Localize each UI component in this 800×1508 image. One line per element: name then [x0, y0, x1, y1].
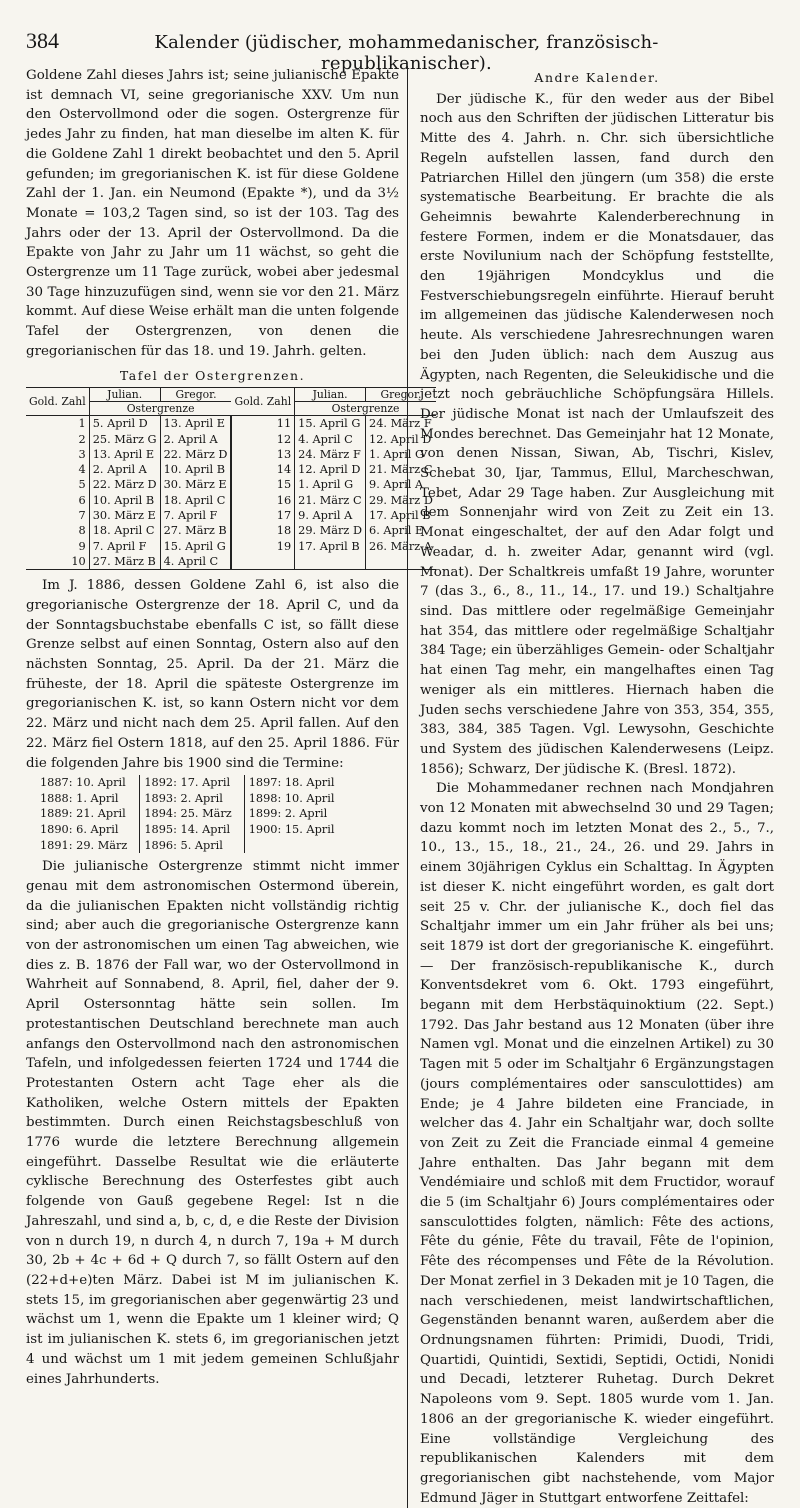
cell-gold-number: 19	[231, 539, 294, 554]
cell-gregor-date: 15. April G	[160, 539, 231, 554]
cell-gold-number: 13	[231, 447, 294, 462]
cell-julian-date: 12. April D	[295, 462, 366, 477]
left-column	[26, 66, 433, 1508]
cell-julian-date: 22. März D	[89, 477, 160, 492]
cell-julian-date: 10. April B	[89, 493, 160, 508]
right-column	[407, 66, 774, 1508]
cell-julian-date: 17. April B	[295, 539, 366, 554]
cell-gregor-date: 27. März B	[160, 523, 231, 538]
cell-gregor-date: 29. März D	[366, 493, 436, 508]
table-row	[36, 775, 346, 791]
cell-julian-date: 9. April A	[295, 508, 366, 523]
cell-julian-date: 13. April E	[89, 447, 160, 462]
table-row	[26, 523, 436, 538]
cell-gold-number: 11	[231, 416, 294, 432]
table-row	[26, 416, 436, 432]
cell-gold-number: 7	[78, 509, 86, 523]
mohammedan-calendar-paragraph: Die Mohammedaner rechnen nach Mondjahren von 12 Monaten mit abwechselnd 30 und 29 Tagen; dazu kommt noch im letzten Monat des 2., 5., 7., 10., 13., 15., 18., 21., 24., 26. und 29. Jahrs in einem 30jährigen Cyklus ein Schalttag. In Ägypten ist dieser K. nicht eingeführt worden, es galt dort seit 25 v. Chr. der julianische K., doch fiel das Schaltjahr immer um ein Jahr früher als bei uns; seit 1879 ist dort der gregorianische K. eingeführt. — Der französisch-republikanische K., durch Konventsdekret vom 6. Okt. 1793 eingeführt, begann mit dem Herbstäquinoktium (22. Sept.) 1792. Das Jahr bestand aus 12 Monaten (über ihre Namen vgl. Monat und die einzelnen Artikel) zu 30 Tagen mit 5 oder im Schaltjahr 6 Ergänzungstagen (jours complémentaires oder sansculottides) am Ende; je 4 Jahre bildeten eine Franciade, in welcher das 4. Jahr ein Schaltjahr war, doch sollte von Zeit zu Zeit die Franciade einmal 4 gemeine Jahre enthalten. Das Jahr begann mit dem Vendémiaire und schloß mit dem Fructidor, worauf die 5 (im Schaltjahr 6) Jours complémentaires oder sansculottides folgten, nämlich: Fête des actions, Fête du génie, Fête du travail, Fête de l'opinion, Fête des récompenses und Fête de la Révolution. Der Monat zerfiel in 3 Dekaden mit je 10 Tagen, die nach verschiedenen, meist landwirtschaftlichen, Gegenständen benannt waren, außerdem aber die Ordnungsnamen führten: Primidi, Duodi, Tridi, Quartidi, Quintidi, Sextidi, Septidi, Octidi, Nonidi und Decadi, letzterer Ruhetag. Durch Dekret Napoleons vom 9. Sept. 1805 wurde vom 1. Jan. 1806 an der gregorianische K. wieder eingeführt. Eine vollständige Vergleichung des republikanischen Kalenders mit dem gregorianischen gibt nachstehende, vom Major Edmund Jäger in Stuttgart entworfene Zeittafel:	[420, 781, 774, 1506]
running-title: Kalender (jüdischer, mohammedanischer, französisch-republikanischer).	[154, 32, 659, 74]
after-table-paragraph: Im J. 1886, dessen Goldene Zahl 6, ist also die gregorianische Ostergrenze der 18. April C, und da der Sonntagsbuchstabe ebenfalls C ist, so fällt diese Grenze selbst auf einen Sonntag, Ostern also auf den nächsten Sonntag, 25. April. Da der 21. März die früheste, der 18. April die späteste Ostergrenze im gregorianischen K. ist, so kann Ostern nicht vor dem 22. März und nicht nach dem 25. April fallen. Auf den 22. März fiel Ostern 1818, auf den 25. April 1886. Für die folgenden Jahre bis 1900 sind die Termine:	[26, 578, 399, 771]
cell-gregor-date: 26. März A	[366, 539, 436, 554]
jewish-calendar-paragraph: Der jüdische K., für den weder aus der Bibel noch aus den Schriften der jüdischen Litteratur bis Mitte des 4. Jahrh. n. Chr. sich übersichtliche Regeln aufstellen lassen, fand durch den Patriarchen Hillel den jüngern (um 358) die erste systematische Bearbeitung. Er brachte die als Geheimnis bewahrte Kalenderberechnung in festere Formen, indem er die Monatsdauer, das erste Novilunium nach der Schöpfung feststellte, den 19jährigen Mondcyklus und die Festverschiebungsregeln einführte. Hierauf beruht im allgemeinen das jüdische Kalenderwesen noch heute. Als verschiedene Jahresrechnungen waren bei den Juden üblich: nach dem Auszug aus Ägypten, nach Regenten, die Seleukidische und die jetzt noch gebräuchliche Schöpfungsära Hillels. Der jüdische Monat ist nach der Umlaufszeit des Mondes berechnet. Das Gemeinjahr hat 12 Monate, von denen Nissan, Siwan, Ab, Tischri, Kislev, Schebat 30, Ijar, Tammus, Ellul, Marcheschwan, Tebet, Adar 29 Tage haben. Zur Ausgleichung mit dem Sonnenjahr wird von Zeit zu Zeit ein 13. Monat eingeschaltet, der auf den Adar folgt und Weadar, d. h. zweiter Adar, genannt wird (vgl. Monat). Der Schaltkreis umfaßt 19 Jahre, worunter 7 (das 3., 6., 8., 11., 14., 17. und 19.) Schaltjahre sind. Das mittlere oder regelmäßige Gemeinjahr hat 354, das mittlere oder regelmäßige Schaltjahr 384 Tage; ein überzähliges Gemein- oder Schaltjahr hat einen Tag mehr, ein mangelhaftes einen Tag weniger als ein mittleres. Hiernach haben die Juden sechs verschiedene Jahre von 353, 354, 355, 383, 384, 385 Tagen. Vgl. Lewysohn, Geschichte und System des jüdischen Kalenderwesens (Leipz. 1856); Schwarz, Der jüdische K. (Bresl. 1872).	[420, 91, 774, 777]
table-row	[26, 432, 436, 447]
cell-gregor-date: 12. April D	[366, 432, 436, 447]
easter-date-cell: 1896: 5. April	[140, 838, 244, 854]
cell-julian-date: 25. März G	[89, 432, 160, 447]
cell-gold-number: 9	[78, 539, 86, 553]
table-row	[26, 554, 436, 570]
cell-julian-date: 15. April G	[295, 416, 366, 432]
cell-julian-date: 27. März B	[89, 554, 160, 570]
table-row	[26, 477, 436, 492]
col-gregor-b: Gregor.	[366, 388, 436, 402]
easter-date-cell: 1897: 18. April	[244, 775, 346, 791]
cell-gregor-date: 30. März E	[160, 477, 231, 492]
cell-gold-number: 12	[231, 432, 294, 447]
cell-gold-number: 8	[78, 524, 86, 538]
easter-date-cell: 1888: 1. April	[40, 791, 119, 805]
easter-limits-table	[26, 387, 436, 570]
easter-date-cell: 1890: 6. April	[40, 823, 119, 837]
table-header-row	[26, 388, 436, 402]
subheader-a: Ostergrenze	[89, 402, 231, 416]
cell-julian-date: 18. April C	[89, 523, 160, 538]
col-gold-b: Gold. Zahl	[231, 388, 294, 416]
cell-julian-date: 2. April A	[89, 462, 160, 477]
easter-dates-table	[36, 775, 346, 853]
easter-date-cell: 1894: 25. März	[140, 806, 244, 822]
julian-paragraph: Die julianische Ostergrenze stimmt nicht immer genau mit dem astronomischen Ostermond überein, da die julianischen Epakten nicht vollständig richtig sind; aber auch die gregorianische Ostergrenze kann von der astronomischen um einen Tag abweichen, wie dies z. B. 1876 der Fall war, wo der Ostervollmond in Wahrheit auf Sonnabend, 8. April, fiel, daher der 9. April Ostersonntag hätte sein sollen. Im protestantischen Deutschland berechnete man auch anfangs den Ostervollmond nach den astronomischen Tafeln, und infolgedessen feierten 1724 und 1744 die Protestanten Ostern acht Tage eher als die Katholiken, welche Ostern mittels der Epakten bestimmten. Durch einen Reichstagsbeschluß von 1776 wurde die letztere Berechnung allgemein eingeführt. Dasselbe Resultat wie die erläuterte cyklische Berechnung des Osterfestes gibt auch folgende von Gauß gegebene Regel: Ist n die Jahreszahl, und sind a, b, c, d, e die Reste der Division von n durch 19, n durch 4, n durch 7, 19a + M durch 30, 2b + 4c + 6d + Q durch 7, so fällt Ostern auf den (22+d+e)ten März. Dabei ist M im julianischen K. stets 15, im gregorianischen aber gegenwärtig 23 und wächst um 1, wenn die Epakte um 1 kleiner wird; Q ist im julianischen K. stets 6, im gregorianischen jetzt 4 und wächst um 1 mit jedem gemeinen Schlußjahr eines Jahrhunderts.	[26, 859, 399, 1387]
cell-gregor-date: 21. März C	[366, 462, 436, 477]
col-gregor-a: Gregor.	[160, 388, 231, 402]
table-row	[26, 493, 436, 508]
cell-julian-date	[295, 554, 366, 570]
easter-date-cell: 1891: 29. März	[40, 838, 128, 852]
cell-gregor-date: 10. April B	[160, 462, 231, 477]
cell-julian-date: 7. April F	[89, 539, 160, 554]
cell-gold-number	[231, 554, 294, 570]
cell-julian-date: 30. März E	[89, 508, 160, 523]
cell-gregor-date: 24. März F	[366, 416, 436, 432]
easter-date-cell: 1892: 17. April	[140, 775, 244, 791]
cell-gregor-date: 17. April B	[366, 508, 436, 523]
table-row	[36, 838, 346, 854]
cell-gold-number: 18	[231, 523, 294, 538]
cell-gold-number: 5	[78, 478, 86, 492]
cell-gregor-date: 2. April A	[160, 432, 231, 447]
col-julian-b: Julian.	[295, 388, 366, 402]
table-row	[26, 447, 436, 462]
easter-date-cell: 1895: 14. April	[140, 822, 244, 838]
easter-table-title: Tafel der Ostergrenzen.	[119, 367, 306, 383]
easter-date-cell: 1900: 15. April	[244, 822, 346, 838]
cell-gold-number: 1	[78, 417, 86, 431]
table-row	[26, 462, 436, 477]
cell-gold-number: 15	[231, 477, 294, 492]
table-row	[36, 791, 346, 807]
col-julian-a: Julian.	[89, 388, 160, 402]
cell-gold-number: 3	[78, 447, 86, 461]
cell-gregor-date: 22. März D	[160, 447, 231, 462]
cell-julian-date: 1. April G	[295, 477, 366, 492]
cell-gold-number: 2	[78, 432, 86, 446]
easter-date-cell: 1887: 10. April	[40, 776, 126, 790]
cell-gregor-date: 7. April F	[160, 508, 231, 523]
cell-gregor-date: 6. April E	[366, 523, 436, 538]
cell-gregor-date: 18. April C	[160, 493, 231, 508]
easter-date-cell: 1898: 10. April	[244, 791, 346, 807]
easter-date-cell	[244, 838, 346, 854]
table-row	[26, 508, 436, 523]
cell-julian-date: 24. März F	[295, 447, 366, 462]
cell-julian-date: 5. April D	[89, 416, 160, 432]
cell-gold-number: 17	[231, 508, 294, 523]
col-gold-a: Gold. Zahl	[26, 388, 89, 416]
easter-date-cell: 1893: 2. April	[140, 791, 244, 807]
section-heading: Andre Kalender.	[534, 70, 660, 85]
cell-julian-date: 4. April C	[295, 432, 366, 447]
easter-date-cell: 1899: 2. April	[244, 806, 346, 822]
table-row	[36, 822, 346, 838]
cell-gold-number: 16	[231, 493, 294, 508]
cell-gold-number: 6	[78, 493, 86, 507]
table-row	[26, 539, 436, 554]
cell-gregor-date: 1. April G	[366, 447, 436, 462]
intro-paragraph: Goldene Zahl dieses Jahrs ist; seine julianische Epakte ist demnach VI, seine gregorianische XXV. Um nun den Ostervollmond oder die sogen. Ostergrenze für jedes Jahr zu finden, hat man dieselbe im alten K. für die Goldene Zahl 1 direkt beobachtet und den 5. April gefunden; im gregorianischen K. ist für diese Goldene Zahl der 1. Jan. ein Neumond (Epakte *), und da 3½ Monate = 103,2 Tagen sind, so ist der 103. Tag des Jahrs oder der 13. April der Ostervollmond. Da die Epakte von Jahr zu Jahr um 11 wächst, so geht die Ostergrenze um 11 Tage zurück, wobei aber jedesmal 30 Tage hinzuzufügen sind, wenn sie vor den 21. März kommt. Auf diese Weise erhält man die unten folgende Tafel der Ostergrenzen, von denen die gregorianischen für das 18. und 19. Jahrh. gelten.	[26, 68, 399, 359]
page-number: 384	[26, 28, 59, 53]
two-column-body	[26, 66, 774, 1508]
table-row	[36, 806, 346, 822]
cell-gregor-date: 9. April A	[366, 477, 436, 492]
easter-date-cell: 1889: 21. April	[40, 807, 126, 821]
subheader-b: Ostergrenze	[295, 402, 436, 416]
cell-gold-number: 4	[78, 463, 86, 477]
cell-gold-number: 10	[26, 554, 89, 570]
cell-julian-date: 21. März C	[295, 493, 366, 508]
cell-gregor-date: 4. April C	[160, 554, 231, 570]
cell-gold-number: 14	[231, 462, 294, 477]
page-header	[26, 28, 774, 74]
cell-julian-date: 29. März D	[295, 523, 366, 538]
cell-gregor-date: 13. April E	[160, 416, 231, 432]
